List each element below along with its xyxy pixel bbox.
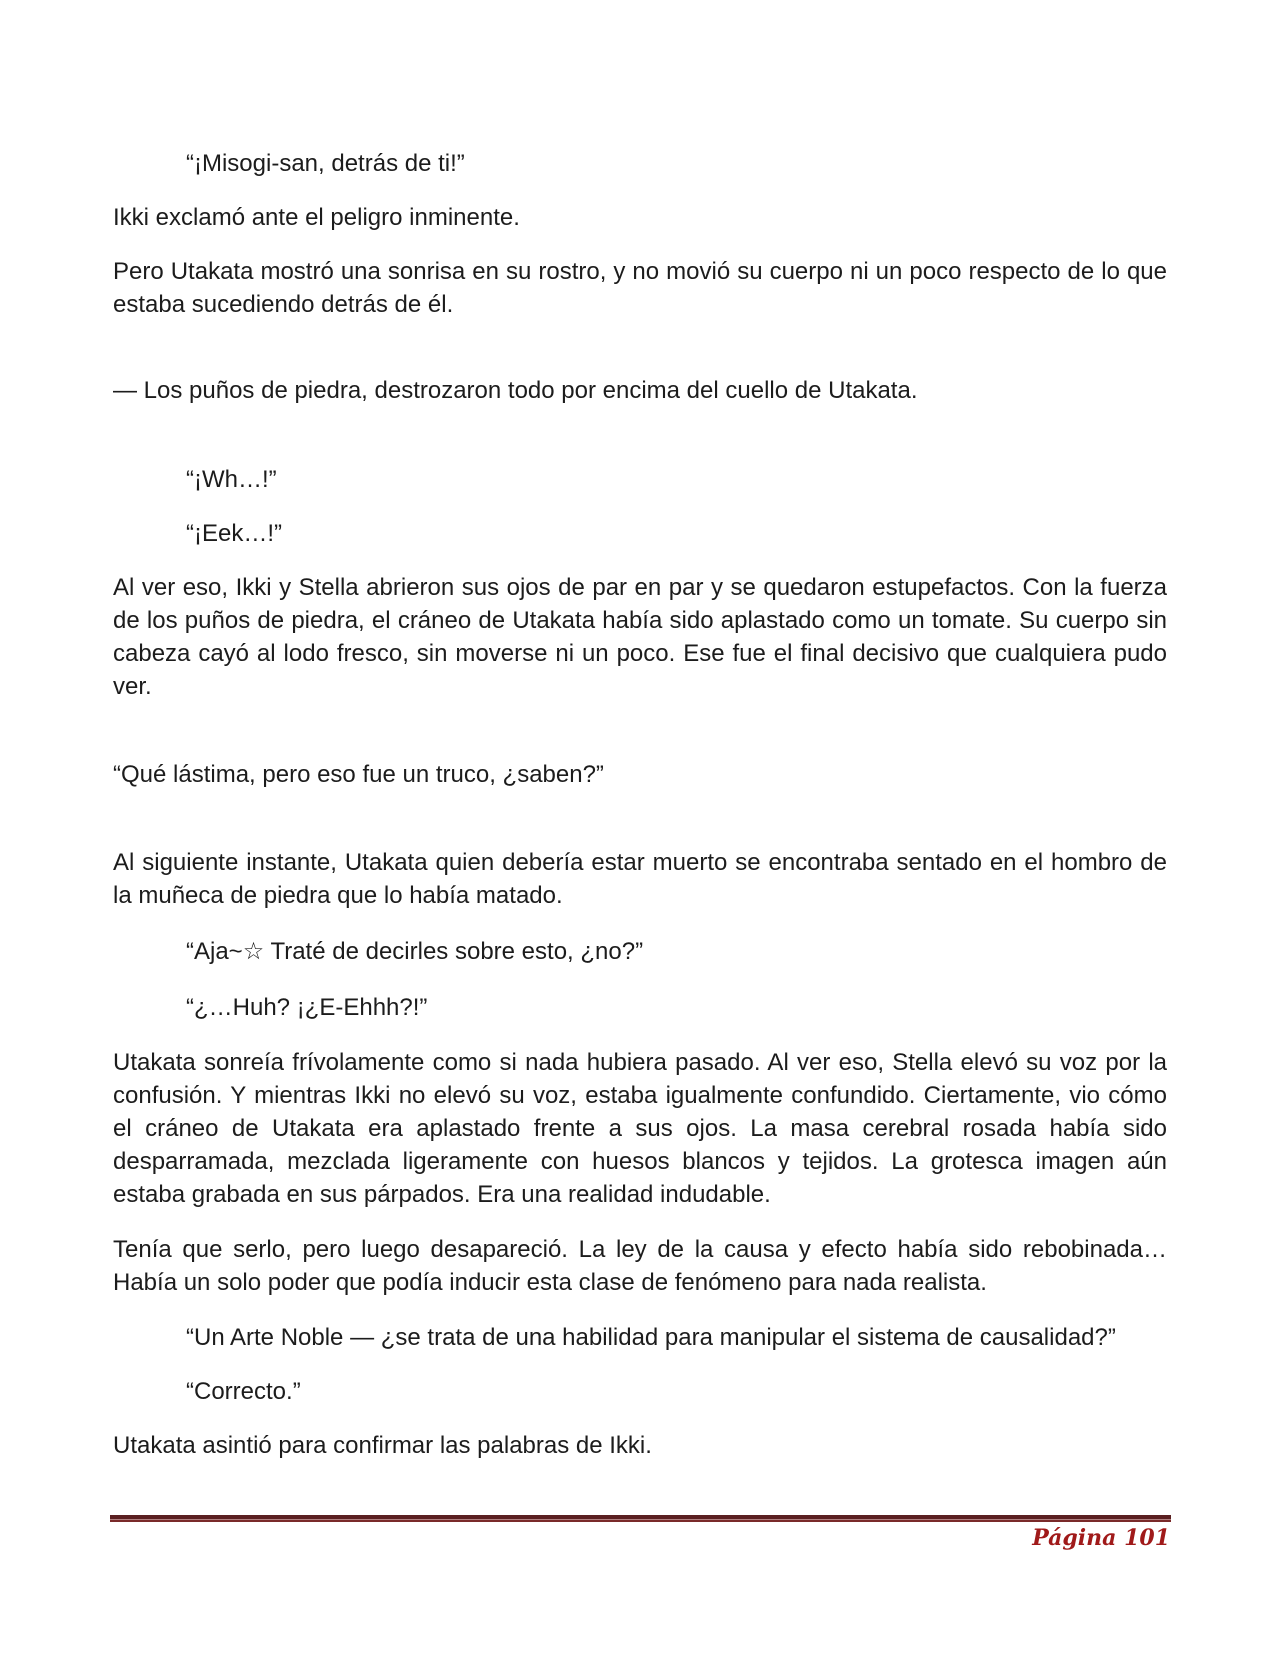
dialogue-line: “¿…Huh? ¡¿E-Ehhh?!” — [186, 994, 428, 1021]
narration-paragraph: Pero Utakata mostró una sonrisa en su rostro, y no movió su cuerpo ni un poco respecto de lo que estaba sucediendo detrás de él. — [113, 258, 1167, 318]
narration-paragraph: — Los puños de piedra, destrozaron todo por encima del cuello de Utakata. — [113, 377, 918, 404]
dialogue-line: “Correcto.” — [186, 1378, 301, 1405]
dialogue-line: “¡Misogi-san, detrás de ti!” — [186, 150, 465, 177]
dialogue-line: “¡Wh…!” — [186, 466, 277, 493]
footer-divider — [110, 1515, 1171, 1522]
dialogue-line: “Qué lástima, pero eso fue un truco, ¿saben?” — [113, 761, 604, 788]
narration-paragraph: Ikki exclamó ante el peligro inminente. — [113, 204, 520, 231]
dialogue-line: “Un Arte Noble — ¿se trata de una habilidad para manipular el sistema de causalidad?” — [186, 1324, 1116, 1351]
narration-paragraph: Al siguiente instante, Utakata quien debería estar muerto se encontraba sentado en el hombro de la muñeca de piedra que lo había matado. — [113, 849, 1167, 909]
dialogue-line: “¡Eek…!” — [186, 520, 282, 547]
narration-paragraph: Al ver eso, Ikki y Stella abrieron sus ojos de par en par y se quedaron estupefactos. Con la fuerza de los puños de piedra, el cráneo de Utakata había sido aplastado como un tomate. Su cuerpo sin cabeza cayó al lodo fresco, sin moverse ni un poco. Ese fue el final decisivo que cualquiera pudo ver. — [113, 574, 1167, 700]
page-number: Página 101 — [1032, 1525, 1170, 1551]
narration-paragraph: Tenía que serlo, pero luego desapareció. La ley de la causa y efecto había sido rebobinada… Había un solo poder que podía inducir esta clase de fenómeno para nada realista. — [113, 1236, 1167, 1296]
dialogue-line: “Aja~☆ Traté de decirles sobre esto, ¿no?” — [186, 938, 644, 965]
narration-paragraph: Utakata sonreía frívolamente como si nada hubiera pasado. Al ver eso, Stella elevó su voz por la confusión. Y mientras Ikki no elevó su voz, estaba igualmente confundido. Ciertamente, vio cómo el cráneo de Utakata era aplastado frente a sus ojos. La masa cerebral rosada había sido desparramada, mezclada ligeramente con huesos blancos y tejidos. La grotesca imagen aún estaba grabada en sus párpados. Era una realidad indudable. — [113, 1049, 1167, 1208]
narration-paragraph: Utakata asintió para confirmar las palabras de Ikki. — [113, 1432, 652, 1459]
